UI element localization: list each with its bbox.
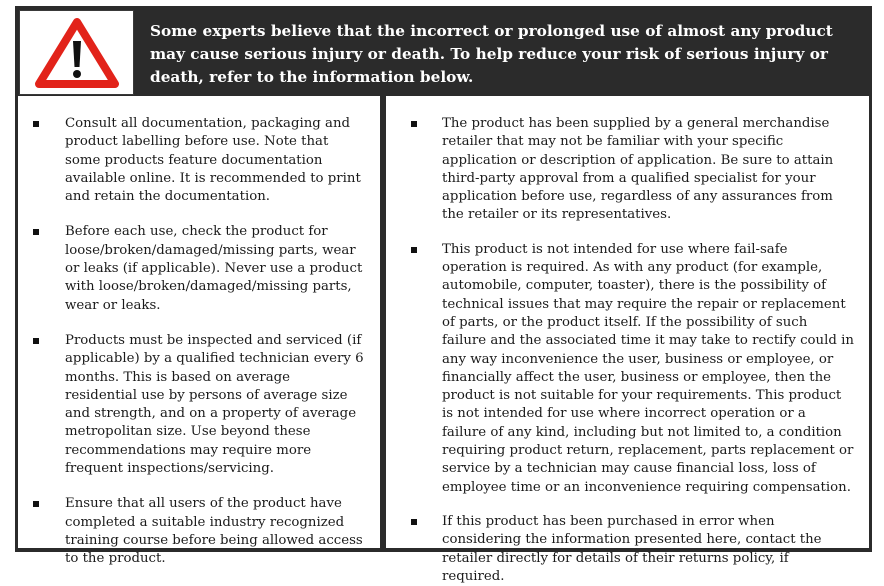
list-item: The product has been supplied by a general merchandise retailer that may not be familiar with your specific application or description of application. Be sure to attain third-party approval from a qualified specialist for your application before use, regardless of any assurances from the retailer or its representatives. xyxy=(442,115,854,225)
right-bullet-list xyxy=(386,96,869,586)
left-column xyxy=(18,96,380,567)
bullet-icon xyxy=(33,338,39,344)
list-item: Before each use, check the product for loose/broken/damaged/missing parts, wear or leaks (if applicable). Never use a product with loose/broken/damaged/missing parts, wear or leaks. xyxy=(65,223,365,314)
list-item: Products must be inspected and serviced (if applicable) by a qualified technician every 6 months. This is based on average residential use by persons of average size and strength, and on a property of average metropolitan size. Use beyond these recommendations may require more frequent inspections/servicing. xyxy=(65,332,365,478)
list-item: If this product has been purchased in error when considering the information presented here, contact the retailer directly for details of their returns policy, if required. xyxy=(442,513,854,586)
list-item: This product is not intended for use where fail-safe operation is required. As with any product (for example, automobile, computer, toaster), there is the possibility of technical issues that may require the repair or replacement of parts, or the product itself. If the possibility of such failure and the associated time it may take to rectify could in any way inconvenience the user, business or employee, or financially affect the user, business or employee, then the product is not suitable for your requirements. This product is not intended for use where incorrect operation or a failure of any kind, including but not limited to, a condition requiring product return, replacement, parts replacement or service by a technician may cause financial loss, loss of employee time or an inconvenience requiring compensation. xyxy=(442,241,854,497)
bullet-icon xyxy=(33,121,39,127)
warning-triangle-icon xyxy=(34,17,120,89)
warning-header-text: Some experts believe that the incorrect or prolonged use of almost any product may cause serious injury or death. To help reduce your risk of serious injury or death, refer to the information below. xyxy=(150,22,833,86)
warning-header xyxy=(15,6,872,94)
list-item: Ensure that all users of the product have completed a suitable industry recognized training course before being allowed access to the product. xyxy=(65,495,365,568)
bullet-icon xyxy=(33,501,39,507)
warning-icon-box xyxy=(19,10,134,95)
bullet-icon xyxy=(33,229,39,235)
bullet-icon xyxy=(411,247,417,253)
warning-notice xyxy=(15,6,872,584)
bullet-icon xyxy=(411,519,417,525)
left-bullet-list xyxy=(18,96,380,569)
right-column xyxy=(386,96,869,584)
list-item: Consult all documentation, packaging and product labelling before use. Note that some products feature documentation available online. It is recommended to print and retain the documentation. xyxy=(65,115,365,206)
bullet-icon xyxy=(411,121,417,127)
